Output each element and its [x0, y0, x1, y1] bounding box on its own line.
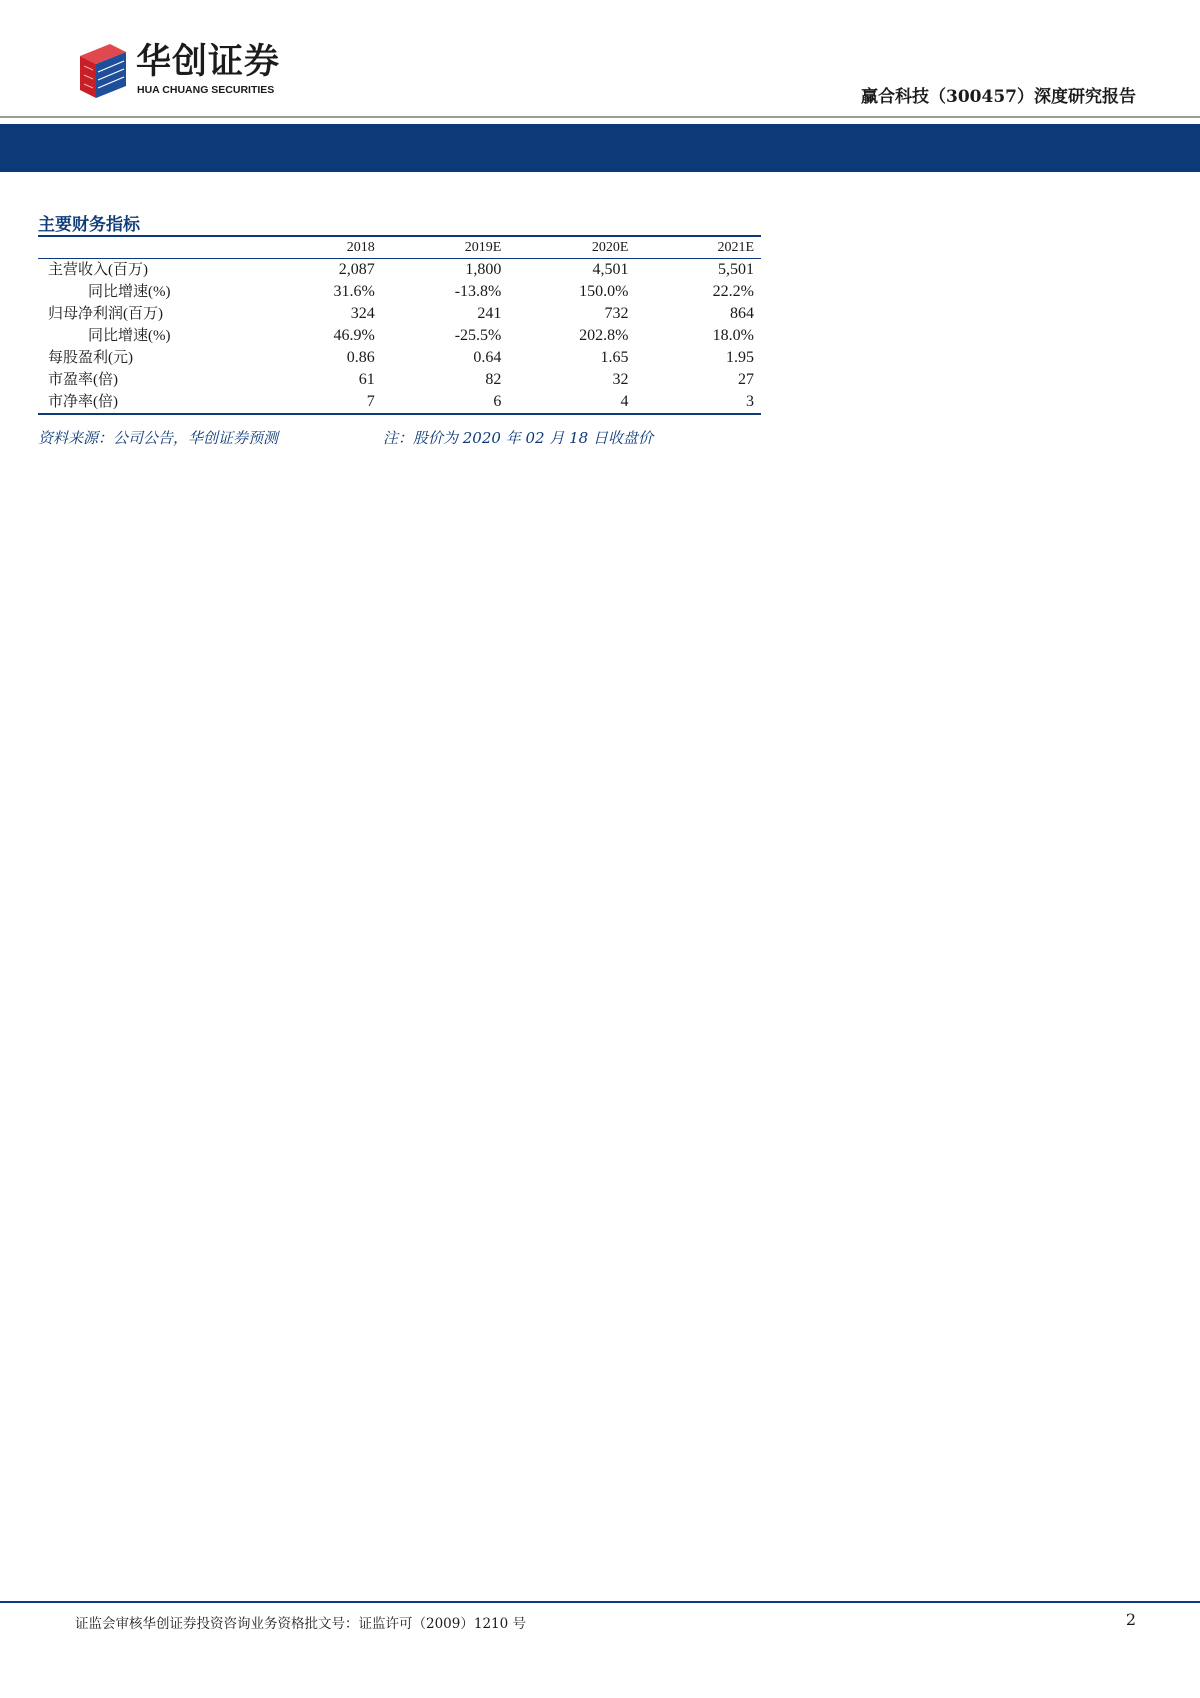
- row-label: 主营收入(百万): [48, 262, 148, 278]
- table-cell: 1,800: [465, 261, 502, 278]
- column-header: [38, 236, 256, 259]
- column-header: 2021E: [717, 239, 754, 255]
- data-source-note: 资料来源：公司公告，华创证券预测: [38, 429, 279, 447]
- price-date-note: 注：股价为 2020 年 02 月 18 日收盘价: [383, 429, 653, 447]
- table-cell: 7: [366, 393, 375, 410]
- table-cell: 1.95: [726, 349, 754, 366]
- column-header: 2019E: [464, 239, 502, 255]
- table-cell: 2,087: [338, 261, 375, 278]
- logo-chinese-name: 华创证券: [136, 42, 281, 82]
- table-cell: 31.6%: [333, 283, 375, 300]
- table-title: 主要财务指标: [38, 215, 140, 235]
- table-cell: 22.2%: [712, 283, 754, 300]
- table-cell: 27: [738, 371, 754, 388]
- header-banner: [0, 124, 1200, 172]
- row-label: 归母净利润(百万): [48, 306, 163, 322]
- report-title: 赢合科技（300457）深度研究报告: [861, 87, 1136, 107]
- table-cell: 202.8%: [579, 327, 629, 344]
- table-row: [38, 347, 761, 369]
- table-row: [38, 281, 761, 303]
- table-cell: 0.86: [346, 349, 375, 366]
- header-divider: [0, 116, 1200, 118]
- table-row: [38, 303, 761, 325]
- logo-english-name: HUA CHUANG SECURITIES: [137, 84, 275, 96]
- table-row: [38, 391, 761, 414]
- license-statement: 证监会审核华创证券投资咨询业务资格批文号：证监许可（2009）1210 号: [75, 1616, 527, 1632]
- table-cell: 1.65: [600, 349, 629, 366]
- row-label: 市净率(倍): [48, 394, 118, 410]
- column-header: 2018: [346, 239, 375, 255]
- logo-cube-icon: [76, 42, 136, 98]
- row-label: 市盈率(倍): [48, 372, 118, 388]
- table-cell: 3: [746, 393, 754, 410]
- table-cell: 0.64: [473, 349, 502, 366]
- table-header-row: [38, 236, 761, 259]
- table-cell: 5,501: [718, 261, 754, 278]
- company-logo: [76, 42, 306, 98]
- table-cell: 82: [485, 371, 502, 388]
- table-row: [38, 325, 761, 347]
- table-cell: 4,501: [592, 261, 629, 278]
- row-label: 同比增速(%): [88, 328, 171, 344]
- footer-divider: [0, 1601, 1200, 1603]
- table-cell: 4: [620, 393, 629, 410]
- table-cell: 732: [604, 305, 629, 322]
- table-cell: 324: [350, 305, 375, 322]
- table-row: [38, 369, 761, 391]
- table-cell: 150.0%: [579, 283, 629, 300]
- row-label: 同比增速(%): [88, 284, 171, 300]
- table-cell: 32: [612, 371, 629, 388]
- table-row: [38, 259, 761, 282]
- table-cell: 61: [358, 371, 375, 388]
- page-number: 2: [1125, 1610, 1136, 1629]
- table-cell: -13.8%: [454, 283, 502, 300]
- table-cell: 6: [493, 393, 502, 410]
- financial-indicators-table: [38, 235, 761, 415]
- row-label: 每股盈利(元): [48, 350, 133, 366]
- table-cell: 241: [477, 305, 502, 322]
- column-header: 2020E: [591, 239, 629, 255]
- table-cell: -25.5%: [454, 327, 502, 344]
- table-cell: 864: [730, 305, 754, 322]
- table-cell: 46.9%: [333, 327, 375, 344]
- table-cell: 18.0%: [712, 327, 754, 344]
